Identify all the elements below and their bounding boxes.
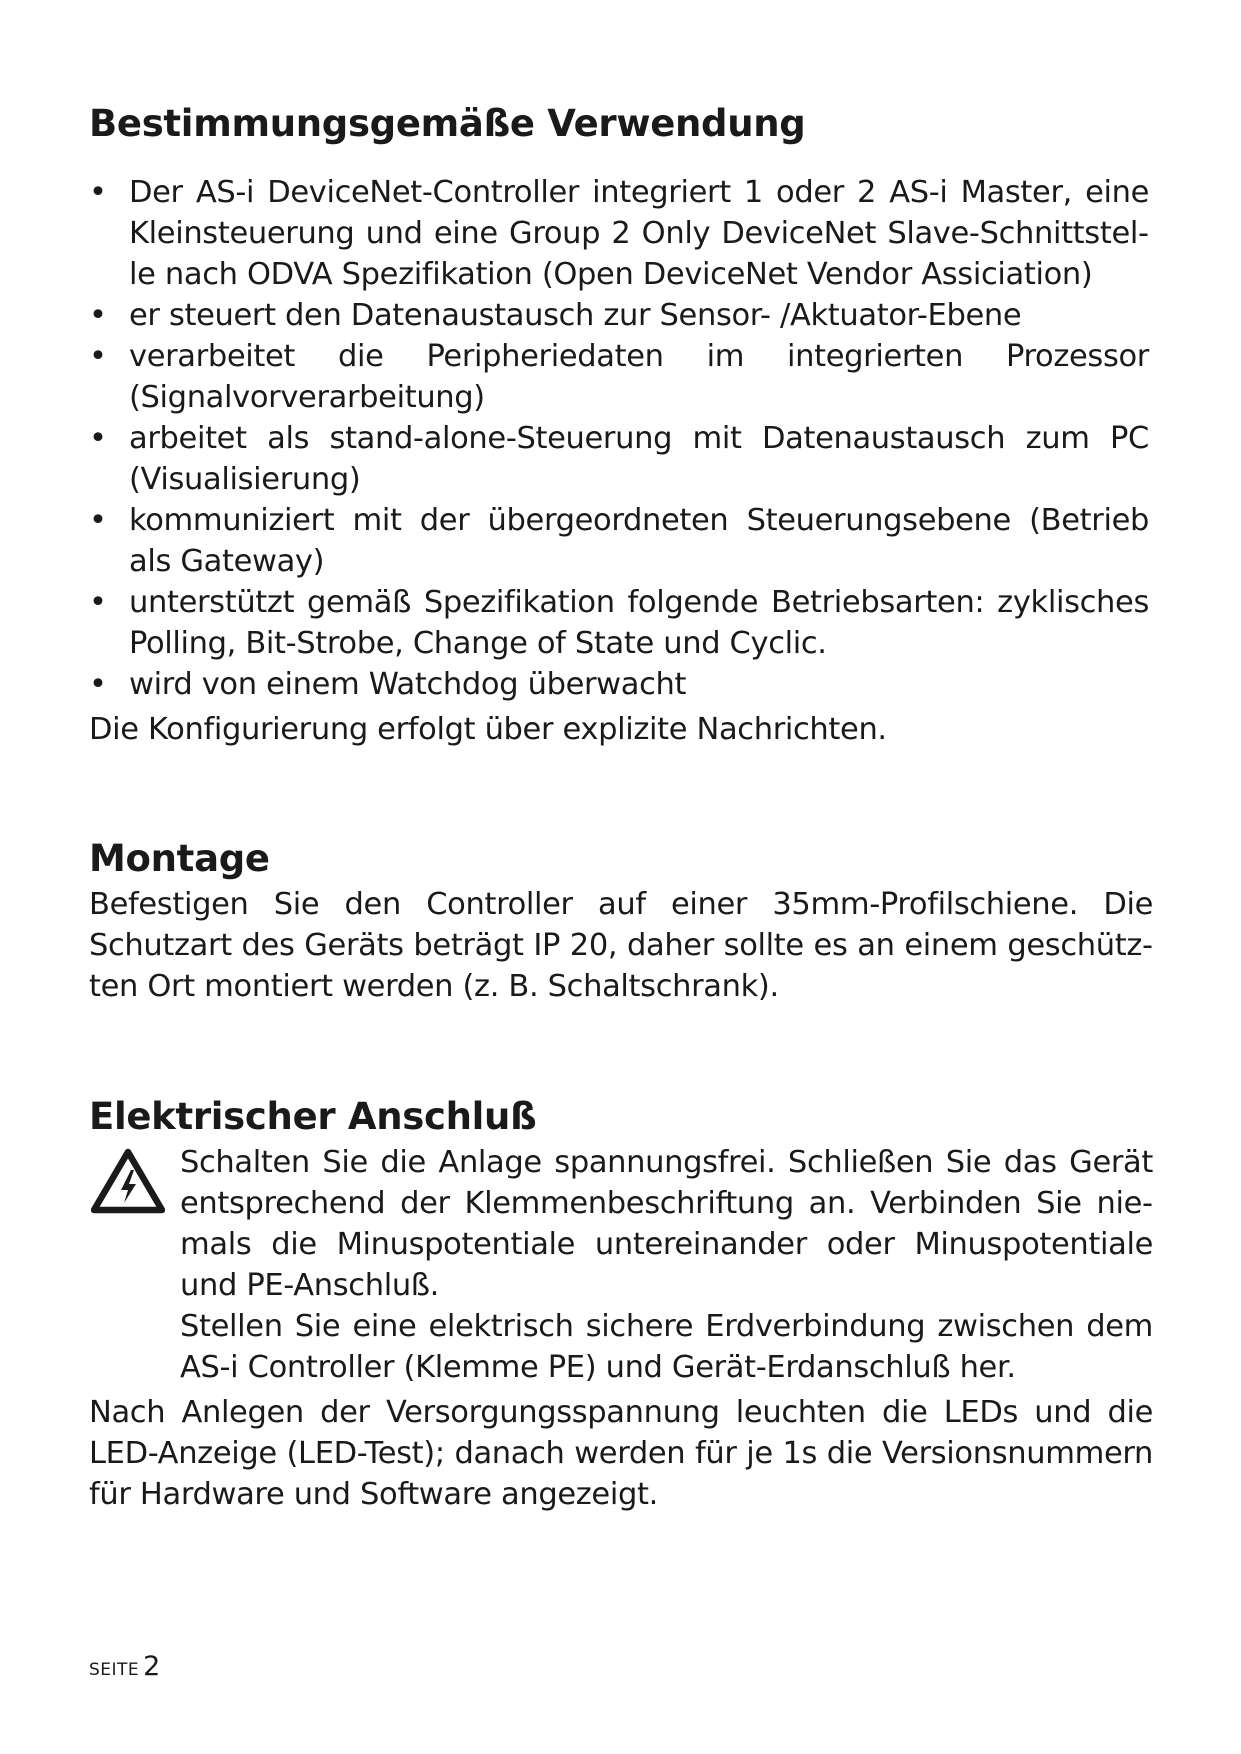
list-item — [89, 418, 1149, 500]
mounting-paragraph: Befestigen Sie den Controller auf einer 35mm-Profilschiene. Die Schutzart des Geräts beträgt IP 20, daher sollte es an einem geschützten Ort montiert werden (z. B. Schaltschrank). — [89, 887, 1153, 1004]
led-test-paragraph: Nach Anlegen der Versorgungsspannung leuchten die LEDs und die LED-Anzeige (LED-Test); danach werden für je 1s die Versionsnummern für Hardware und Software angezeigt. — [89, 1395, 1153, 1512]
bullet-icon: • — [89, 175, 107, 210]
list-item — [89, 336, 1149, 418]
list-item-text: er steuert den Datenaustausch zur Sensor- /Aktuator-Ebene — [129, 298, 1022, 333]
bullet-icon: • — [89, 503, 107, 538]
page-footer — [89, 1651, 160, 1682]
configuration-note: Die Konfigurierung erfolgt über explizite Nachrichten. — [89, 712, 887, 747]
list-item-text: wird von einem Watchdog überwacht — [129, 667, 687, 702]
section-title-intended-use: Bestimmungsgemäße Verwendung — [89, 102, 806, 145]
list-item-text: unterstützt gemäß Spezifikation folgende Betriebsarten: zyklisches Polling, Bit-Strobe, Change of State und Cyclic. — [129, 585, 1149, 661]
bullet-icon: • — [89, 421, 107, 456]
page-label: SEITE — [89, 1660, 140, 1680]
list-item-text: Der AS-i DeviceNet-Controller integriert 1 oder 2 AS-i Master, eine Kleinsteuerung und eine Group 2 Only DeviceNet Slave-Schnittstelle nach ODVA Spezifikation (Open DeviceNet Vendor Assiciation) — [129, 175, 1149, 292]
page-number: 2 — [143, 1651, 161, 1682]
list-item-text: kommuniziert mit der übergeordneten Steuerungsebene (Betrieb als Gateway) — [129, 503, 1149, 579]
bullet-icon: • — [89, 298, 107, 333]
intended-use-list — [89, 172, 1149, 705]
bullet-icon: • — [89, 339, 107, 374]
list-item — [89, 172, 1149, 295]
section-title-mounting: Montage — [89, 837, 270, 880]
list-item — [89, 500, 1149, 582]
warning-paragraph: Schalten Sie die Anlage spannungsfrei. Schließen Sie das Gerät entsprechend der Klemmenbeschriftung an. Verbinden Sie niemals die Minuspotentiale untereinander oder Minuspotentiale und PE-Anschluß. — [180, 1145, 1153, 1303]
high-voltage-warning-icon — [91, 1148, 165, 1214]
bullet-icon: • — [89, 585, 107, 620]
section-title-electrical-connection: Elektrischer Anschluß — [89, 1095, 537, 1138]
document-page — [89, 0, 1153, 1754]
warning-text — [180, 1142, 1153, 1388]
electrical-warning — [89, 1142, 1153, 1388]
list-item — [89, 582, 1149, 664]
list-item — [89, 664, 1149, 705]
list-item-text: verarbeitet die Peripheriedaten im integrierten Prozessor (Signalvorverarbeitung) — [129, 339, 1149, 415]
bullet-icon: • — [89, 667, 107, 702]
list-item — [89, 295, 1149, 336]
list-item-text: arbeitet als stand-alone-Steuerung mit Datenaustausch zum PC (Visualisierung) — [129, 421, 1149, 497]
warning-paragraph: Stellen Sie eine elektrisch sichere Erdverbindung zwischen dem AS-i Controller (Klemme PE) und Gerät-Erdanschluß her. — [180, 1309, 1153, 1385]
